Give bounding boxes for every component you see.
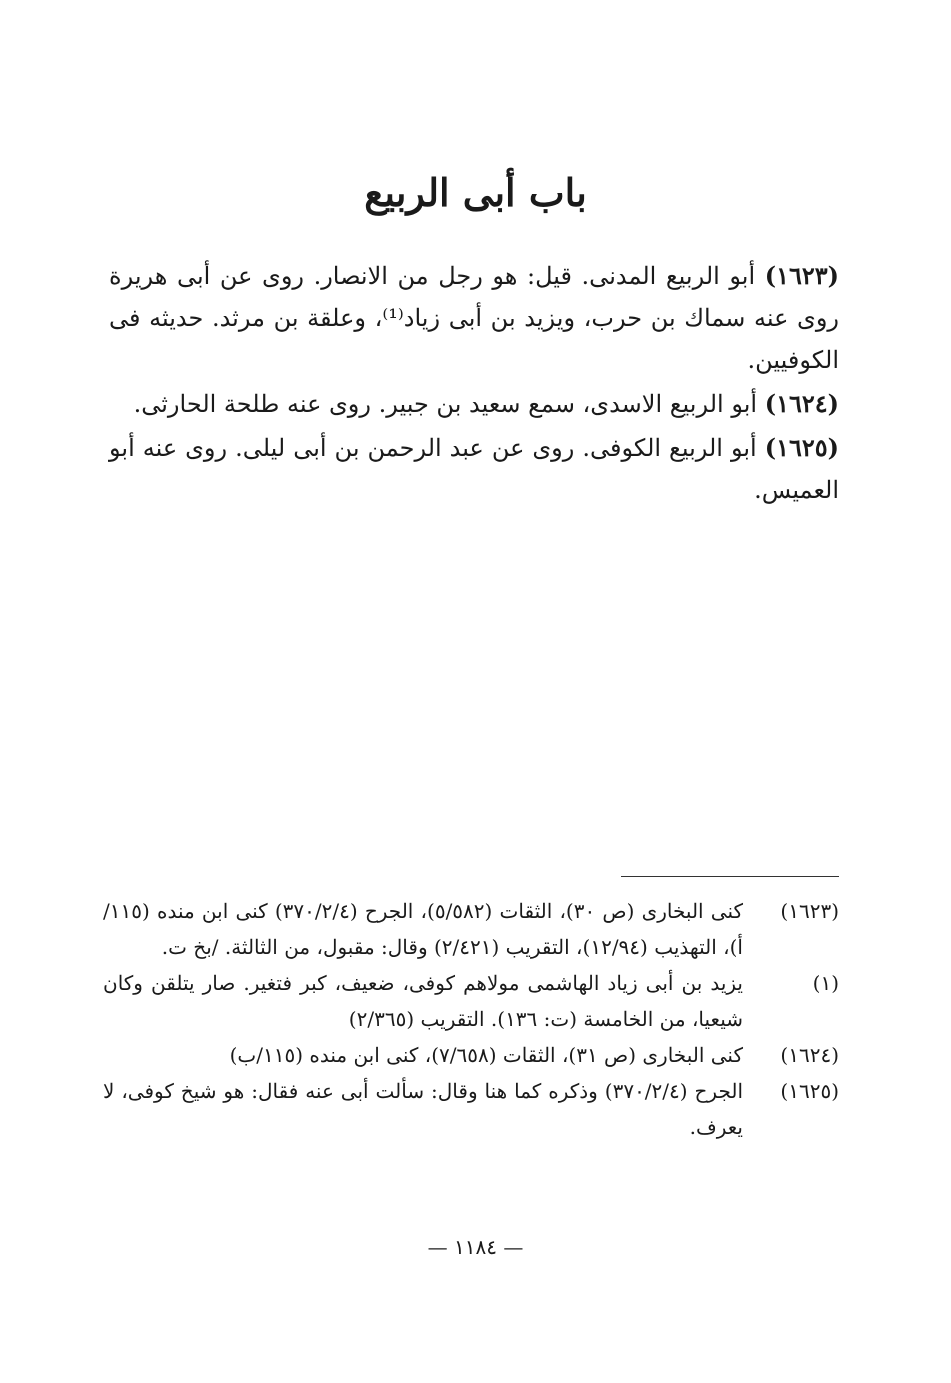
footnote-divider [621, 876, 839, 877]
footnote-ref: (١) [812, 971, 839, 995]
footnote-1624 [103, 1037, 839, 1073]
entry-text: أبو الربيع الكوفى. روى عن عبد الرحمن بن أبى ليلى. روى عنه أبو العميس. [109, 434, 839, 504]
footnote-1623 [103, 893, 839, 965]
footnote-text: يزيد بن أبى زياد الهاشمى مولاهم كوفى، ضعيف، كبر فتغير. صار يتلقن وكان شيعيا، من الخامسة (ت: ١٣٦). التقريب (٢/٣٦٥) [103, 971, 743, 1031]
footnote-1 [103, 965, 839, 1037]
footnote-ref: (١٦٢٣) [780, 899, 839, 923]
entry-1625 [109, 427, 839, 511]
page-number: — ١١٨٤ — [427, 1235, 524, 1259]
footnote-text: كنى البخارى (ص ٣١)، الثقات (٧/٦٥٨)، كنى ابن منده (١١٥/ب) [229, 1043, 743, 1067]
entry-number: (١٦٢٤) [764, 389, 839, 418]
chapter-title: باب أبى الربيع [364, 170, 587, 215]
footnote-ref: (١٦٢٥) [780, 1079, 839, 1103]
footnote-1625 [103, 1073, 839, 1145]
footnote-ref: (١٦٢٤) [780, 1043, 839, 1067]
entry-number: (١٦٢٣) [764, 261, 839, 290]
entry-text: أبو الربيع الاسدى، سمع سعيد بن جبير. روى عنه طلحة الحارثى. [133, 390, 758, 418]
entry-text: أبو الربيع المدنى. قيل: هو رجل من الانصار. روى عن أبى هريرة روى عنه سماك بن حرب، ويزيد بن أبى زياد⁽¹⁾، وعلقة بن مرثد. حديثه فى الكوفيين. [109, 262, 839, 374]
footnote-text: كنى البخارى (ص ٣٠)، الثقات (٥/٥٨٢)، الجرح (٣٧٠/٢/٤) كنى ابن منده (١١٥/أ)، التهذيب (١٢/٩٤)، التقريب (٢/٤٢١) وقال: مقبول، من الثالثة. /بخ ت. [103, 899, 744, 959]
entries-section [109, 255, 839, 513]
entry-1624 [109, 383, 839, 425]
footnote-text: الجرح (٣٧٠/٢/٤) وذكره كما هنا وقال: سألت أبى عنه فقال: هو شيخ كوفى، لا يعرف. [103, 1079, 743, 1139]
footnotes-section [103, 893, 839, 1145]
entry-number: (١٦٢٥) [764, 433, 839, 462]
entry-1623 [109, 255, 839, 381]
